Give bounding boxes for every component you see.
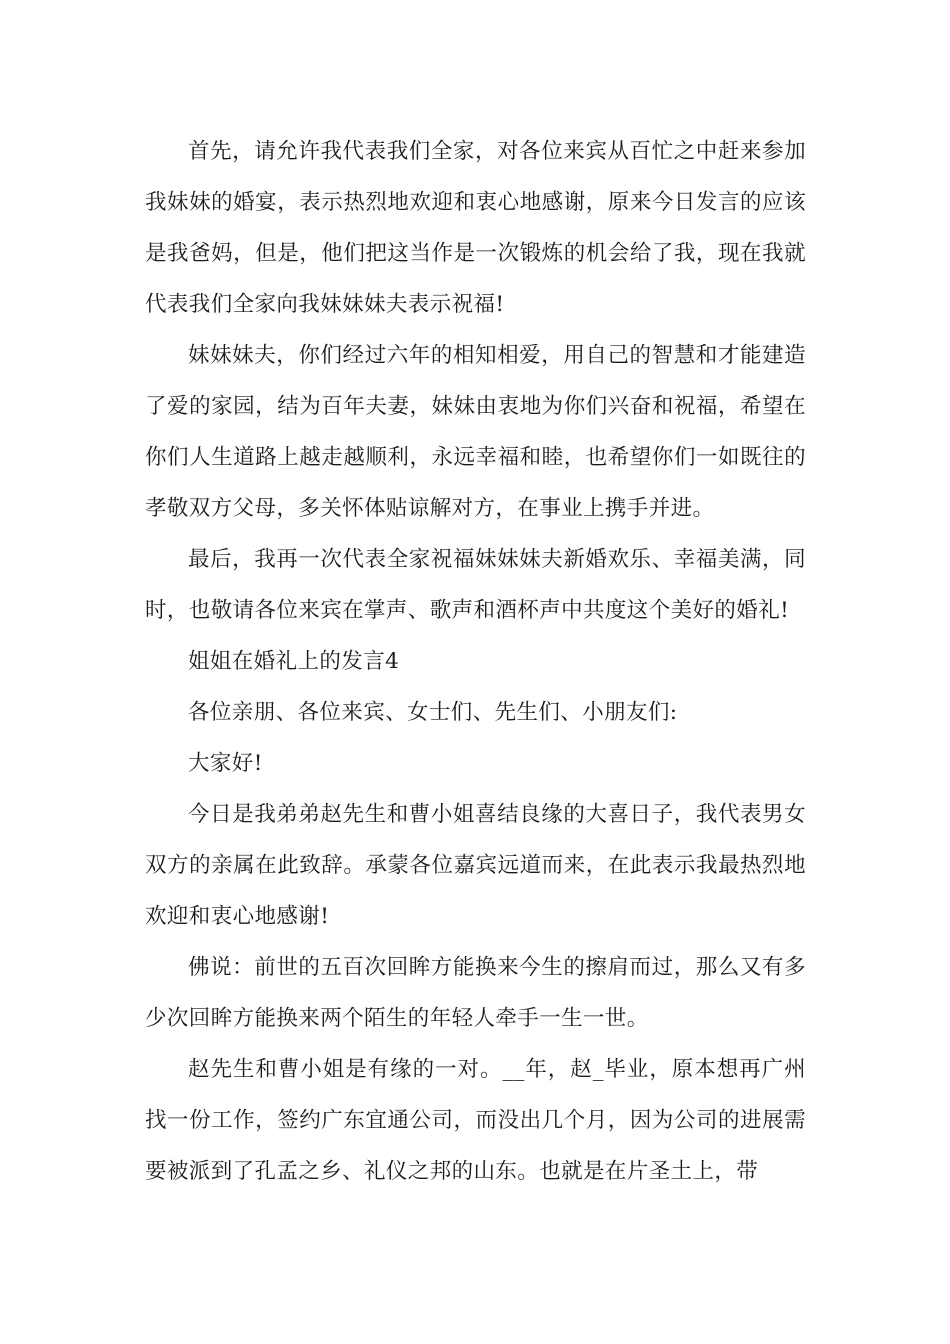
- salutation: 各位亲朋、各位来宾、女士们、先生们、小朋友们:: [188, 700, 678, 725]
- paragraph-blessing-intro: 首先，请允许我代表我们全家，对各位来宾从百忙之中赶来参加我妹妹的婚宴，表示热烈地欢迎和衷心地感谢，原来今日发言的应该是我爸妈，但是，他们把这当作是一次锻炼的机会给了我，现在我就代表我们全家向我妹妹妹夫表示祝福!: [145, 139, 806, 317]
- paragraph-blessing-closing: 最后，我再一次代表全家祝福妹妹妹夫新婚欢乐、幸福美满，同时，也敬请各位来宾在掌声、歌声和酒杯声中共度这个美好的婚礼!: [145, 547, 806, 623]
- paragraph-blessing-couple: 妹妹妹夫，你们经过六年的相知相爱，用自己的智慧和才能建造了爱的家园，结为百年夫妻，妹妹由衷地为你们兴奋和祝福，希望在你们人生道路上越走越顺利，永远幸福和睦，也希望你们一如既往的孝敬双方父母，多关怀体贴谅解对方，在事业上携手并进。: [145, 343, 806, 521]
- paragraph-couple-story: 赵先生和曹小姐是有缘的一对。__年，赵_毕业，原本想再广州找一份工作，签约广东宜通公司，而没出几个月，因为公司的进展需要被派到了孔孟之乡、礼仪之邦的山东。也就是在片圣土上，带: [145, 1057, 806, 1184]
- document-body: [145, 126, 806, 1197]
- paragraph-welcome: 今日是我弟弟赵先生和曹小姐喜结良缘的大喜日子，我代表男女双方的亲属在此致辞。承蒙各位嘉宾远道而来，在此表示我最热烈地欢迎和衷心地感谢!: [145, 802, 806, 929]
- section-heading: 姐姐在婚礼上的发言4: [188, 649, 400, 674]
- paragraph-buddha-quote: 佛说：前世的五百次回眸方能换来今生的擦肩而过，那么又有多少次回眸方能换来两个陌生的年轻人牵手一生一世。: [145, 955, 806, 1031]
- greeting: 大家好!: [188, 751, 263, 776]
